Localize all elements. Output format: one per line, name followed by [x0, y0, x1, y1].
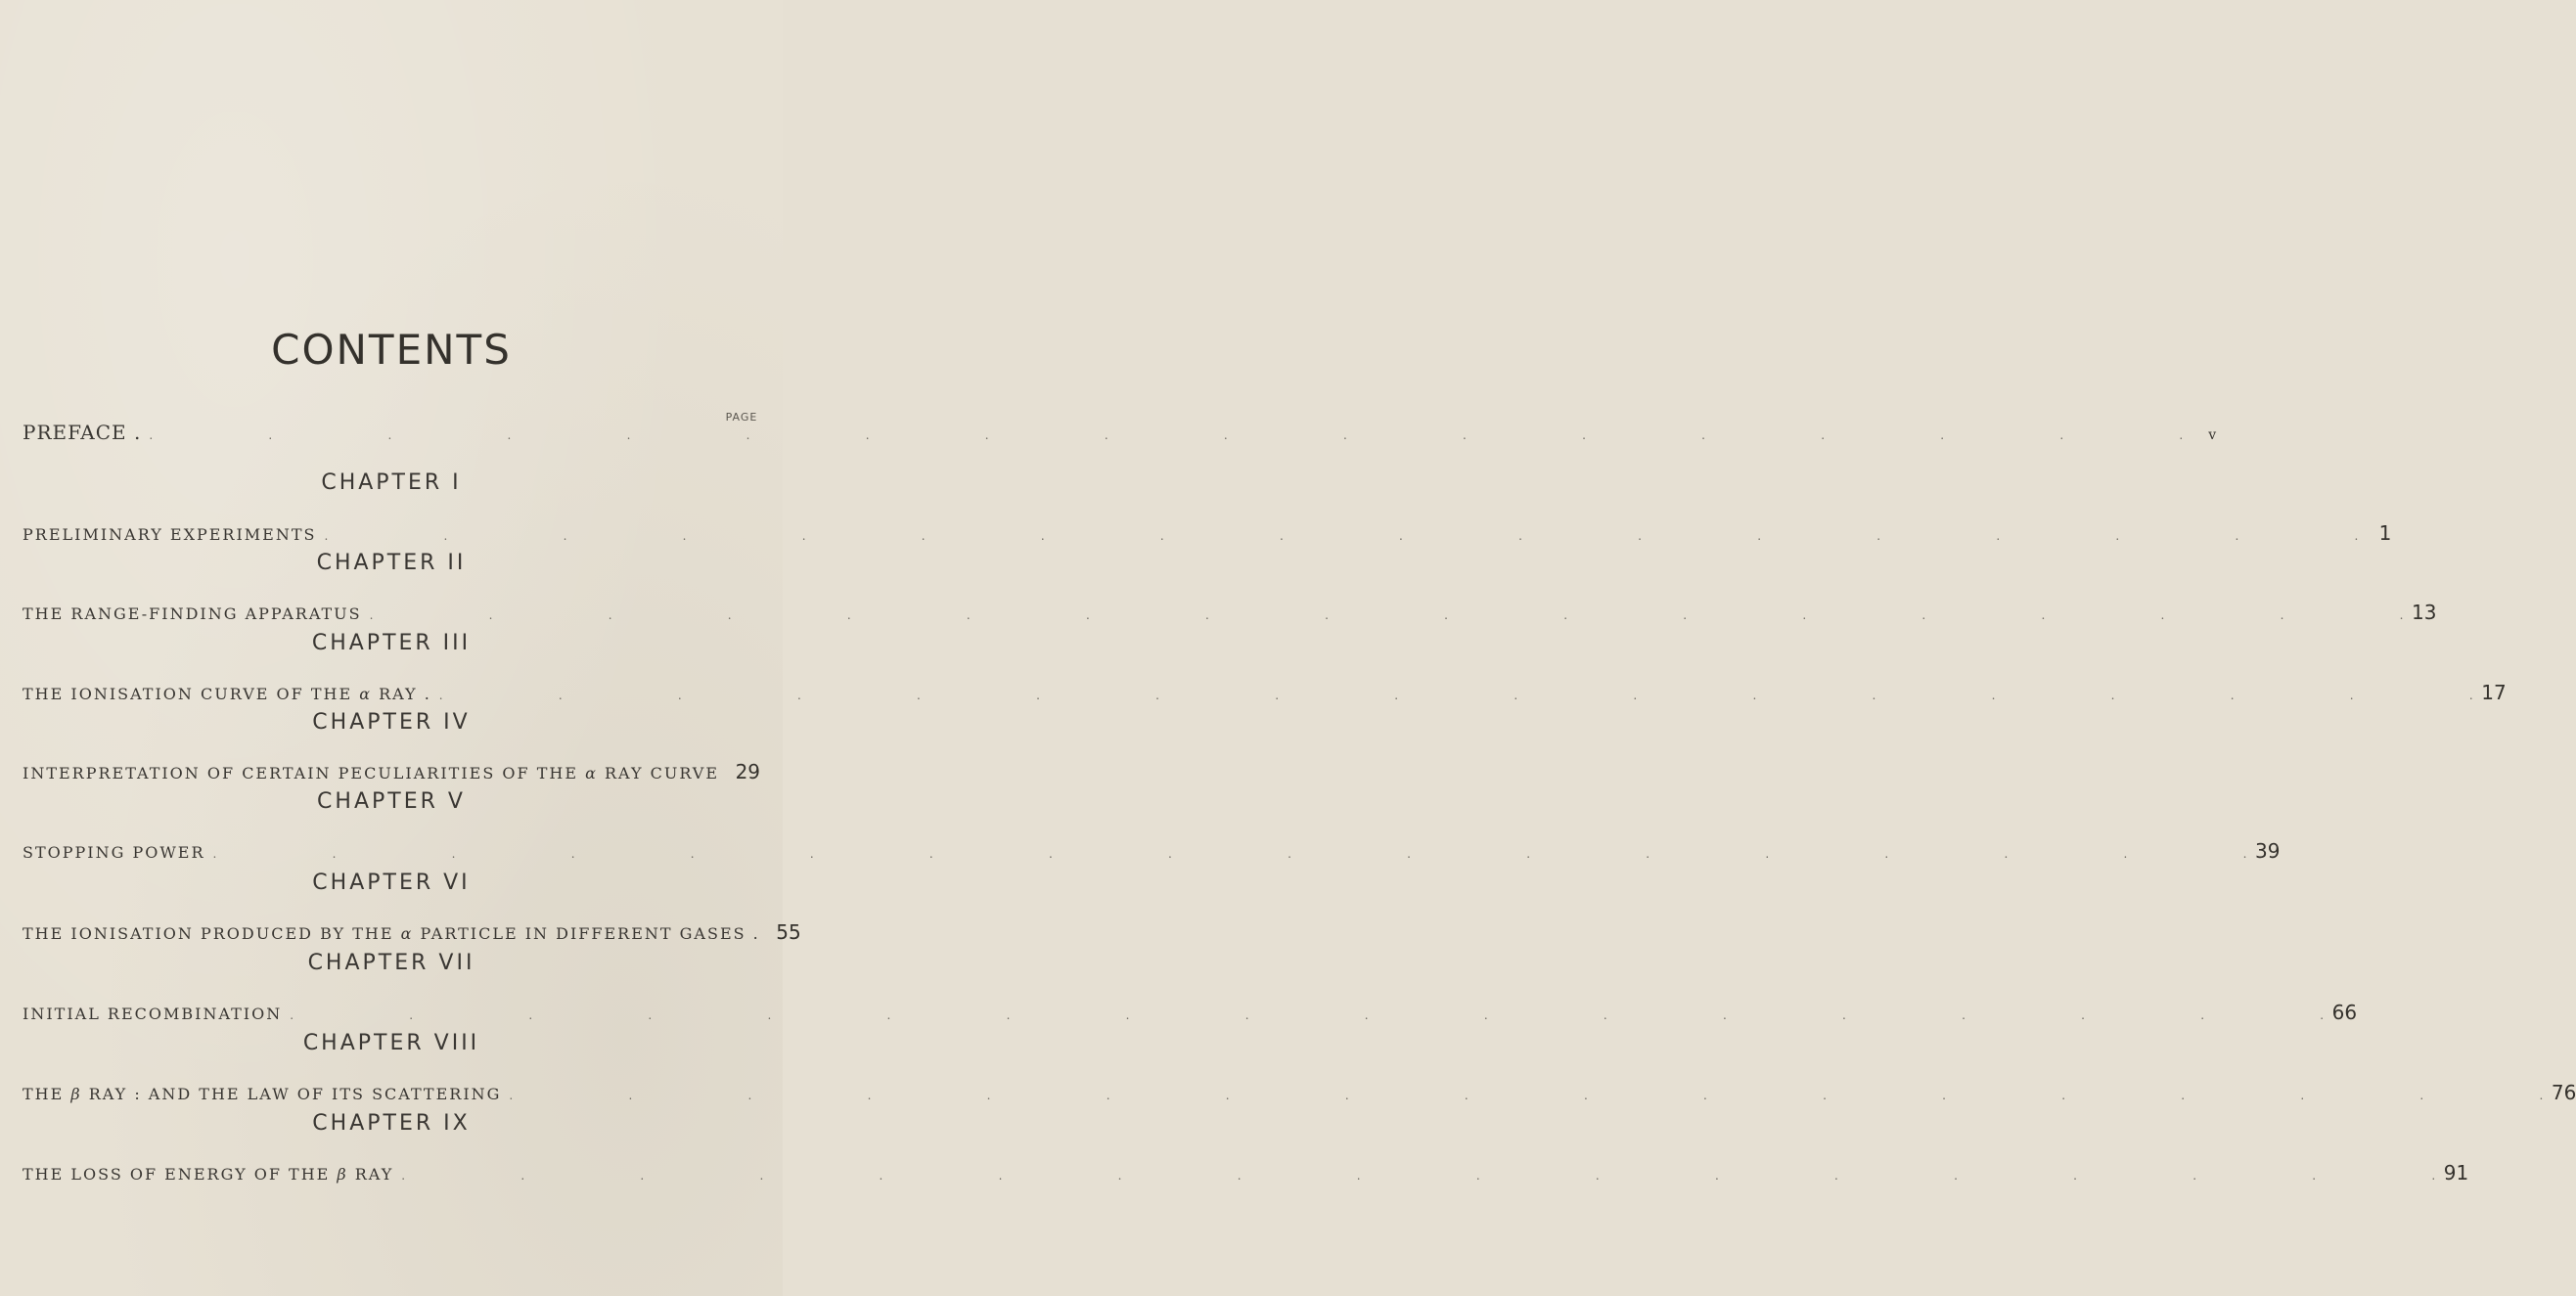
- alpha-symbol: α: [359, 685, 373, 703]
- chapter-heading: CHAPTER V: [317, 789, 466, 814]
- dot-leader: [401, 1165, 2435, 1184]
- page-number: 76: [2551, 1081, 2576, 1104]
- toc-entry-chapter-4[interactable]: [23, 760, 761, 785]
- chapter-heading: CHAPTER VII: [307, 951, 475, 975]
- page-number: 91: [2443, 1161, 2469, 1184]
- entry-title: THE β RAY : AND THE LAW OF ITS SCATTERING: [23, 1085, 502, 1103]
- toc-entry-chapter-6[interactable]: [23, 920, 801, 946]
- alpha-symbol: α: [585, 764, 598, 782]
- entry-title: INTERPRETATION OF CERTAIN PECULIARITIES OF THE α RAY CURVE: [23, 764, 720, 782]
- beta-symbol: β: [337, 1165, 348, 1184]
- entry-title: PRELIMINARY EXPERIMENTS: [23, 525, 317, 544]
- chapter-heading: CHAPTER VIII: [302, 1031, 480, 1055]
- page-number: 17: [2481, 681, 2507, 704]
- dot-leader: [213, 843, 2247, 862]
- toc-entry-chapter-1[interactable]: [23, 521, 2392, 547]
- page-number: v: [2208, 427, 2217, 443]
- chapter-heading: CHAPTER IV: [312, 710, 471, 735]
- entry-title: STOPPING POWER: [23, 843, 205, 862]
- entry-title: THE IONISATION CURVE OF THE α RAY .: [23, 685, 431, 703]
- beta-symbol: β: [70, 1085, 82, 1103]
- alpha-symbol: α: [400, 924, 414, 943]
- dot-leader: [149, 425, 2183, 443]
- chapter-heading: CHAPTER I: [321, 470, 462, 495]
- toc-entry-preface[interactable]: [23, 421, 2217, 446]
- toc-entry-chapter-2[interactable]: [23, 601, 2437, 626]
- page-number: 55: [776, 920, 801, 944]
- toc-entry-chapter-9[interactable]: [23, 1161, 2469, 1186]
- entry-title: THE RANGE-FINDING APPARATUS: [23, 604, 362, 623]
- chapter-heading: CHAPTER III: [311, 631, 472, 655]
- entry-title: THE IONISATION PRODUCED BY THE α PARTICLE IN DIFFERENT GASES .: [23, 924, 760, 943]
- dot-leader: [324, 525, 2358, 544]
- page-column-label: PAGE: [725, 411, 758, 424]
- entry-title: INITIAL RECOMBINATION: [23, 1005, 283, 1023]
- page-number: 13: [2412, 601, 2437, 624]
- page-number: 39: [2254, 839, 2281, 863]
- dot-leader: [439, 685, 2473, 703]
- dot-leader: [370, 604, 2404, 623]
- contents-title: CONTENTS: [271, 326, 512, 374]
- toc-entry-chapter-8[interactable]: [23, 1081, 2576, 1106]
- chapter-heading: CHAPTER IX: [312, 1111, 471, 1136]
- toc-entry-chapter-7[interactable]: [23, 1001, 2358, 1026]
- dot-leader: [509, 1085, 2543, 1103]
- dot-leader: [290, 1005, 2324, 1023]
- entry-title: PREFACE .: [23, 421, 142, 444]
- entry-title: THE LOSS OF ENERGY OF THE β RAY: [23, 1165, 394, 1184]
- chapter-heading: CHAPTER VI: [312, 871, 471, 895]
- page-number: 29: [735, 760, 761, 783]
- chapter-heading: CHAPTER II: [316, 551, 467, 575]
- page-number: 66: [2331, 1001, 2358, 1024]
- page-number: 1: [2378, 521, 2392, 545]
- toc-entry-chapter-3[interactable]: [23, 681, 2507, 706]
- toc-entry-chapter-5[interactable]: [23, 839, 2281, 865]
